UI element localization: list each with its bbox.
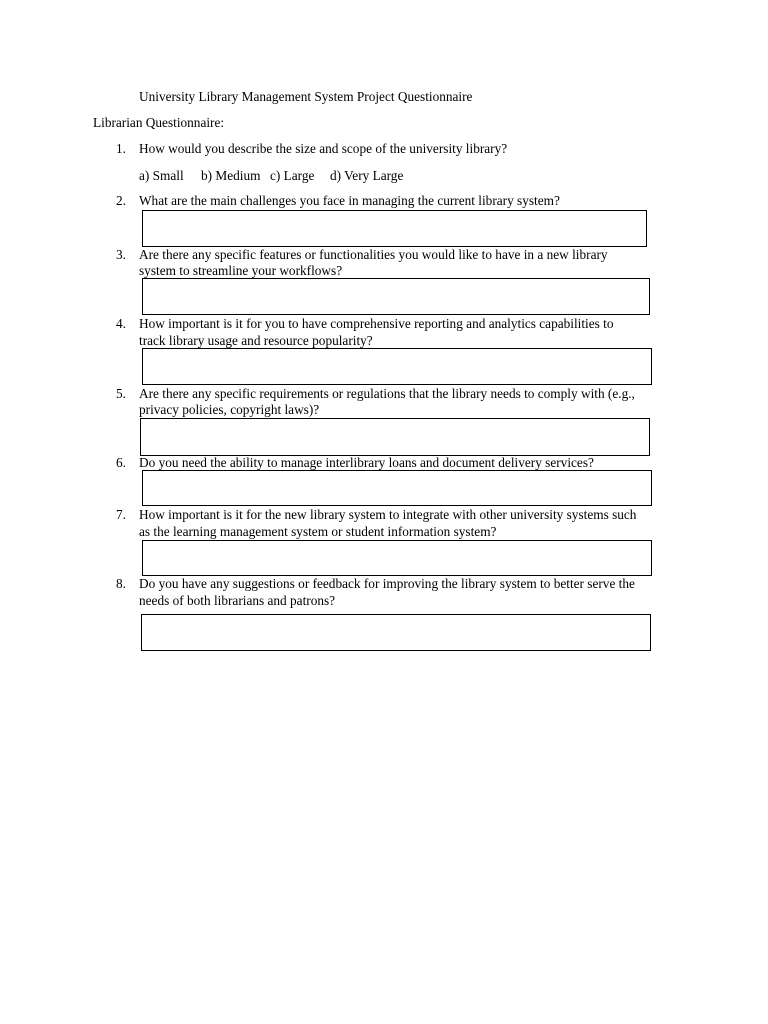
question-text-line-2: as the learning management system or student information system? <box>139 524 497 539</box>
question-text-line-2: system to streamline your workflows? <box>139 263 343 278</box>
option-large[interactable]: c) Large <box>270 168 315 183</box>
question-text-line-1: Are there any specific features or functionalities you would like to have in a new library <box>139 247 608 262</box>
question-text-line-2: track library usage and resource popularity? <box>139 333 373 348</box>
answer-box-8[interactable] <box>141 614 651 651</box>
option-medium[interactable]: b) Medium <box>201 168 261 183</box>
question-number: 5. <box>116 386 126 401</box>
question-text-line-1: How important is it for you to have comprehensive reporting and analytics capabilities to <box>139 316 614 331</box>
question-number: 7. <box>116 507 126 522</box>
answer-box-5[interactable] <box>140 418 650 456</box>
question-text: How would you describe the size and scope of the university library? <box>139 141 508 156</box>
question-number: 8. <box>116 576 126 591</box>
question-text: Do you need the ability to manage interlibrary loans and document delivery services? <box>139 455 594 470</box>
option-small[interactable]: a) Small <box>139 168 184 183</box>
document-title: University Library Management System Project Questionnaire <box>139 89 473 104</box>
question-text-line-1: How important is it for the new library system to integrate with other university systems such <box>139 507 637 522</box>
question-number: 1. <box>116 141 126 156</box>
answer-box-4[interactable] <box>142 348 652 385</box>
option-very-large[interactable]: d) Very Large <box>330 168 404 183</box>
question-text-line-1: Are there any specific requirements or regulations that the library needs to comply with (e.g., <box>139 386 635 401</box>
answer-box-7[interactable] <box>142 540 652 576</box>
answer-box-2[interactable] <box>142 210 647 247</box>
answer-box-3[interactable] <box>142 278 650 315</box>
question-number: 2. <box>116 193 126 208</box>
question-number: 6. <box>116 455 126 470</box>
question-text-line-2: needs of both librarians and patrons? <box>139 593 336 608</box>
section-heading: Librarian Questionnaire: <box>93 115 225 130</box>
question-text-line-2: privacy policies, copyright laws)? <box>139 402 320 417</box>
question-number: 3. <box>116 247 126 262</box>
question-number: 4. <box>116 316 126 331</box>
answer-box-6[interactable] <box>142 470 652 506</box>
question-text: What are the main challenges you face in managing the current library system? <box>139 193 560 208</box>
question-text-line-1: Do you have any suggestions or feedback for improving the library system to better serve the <box>139 576 635 591</box>
